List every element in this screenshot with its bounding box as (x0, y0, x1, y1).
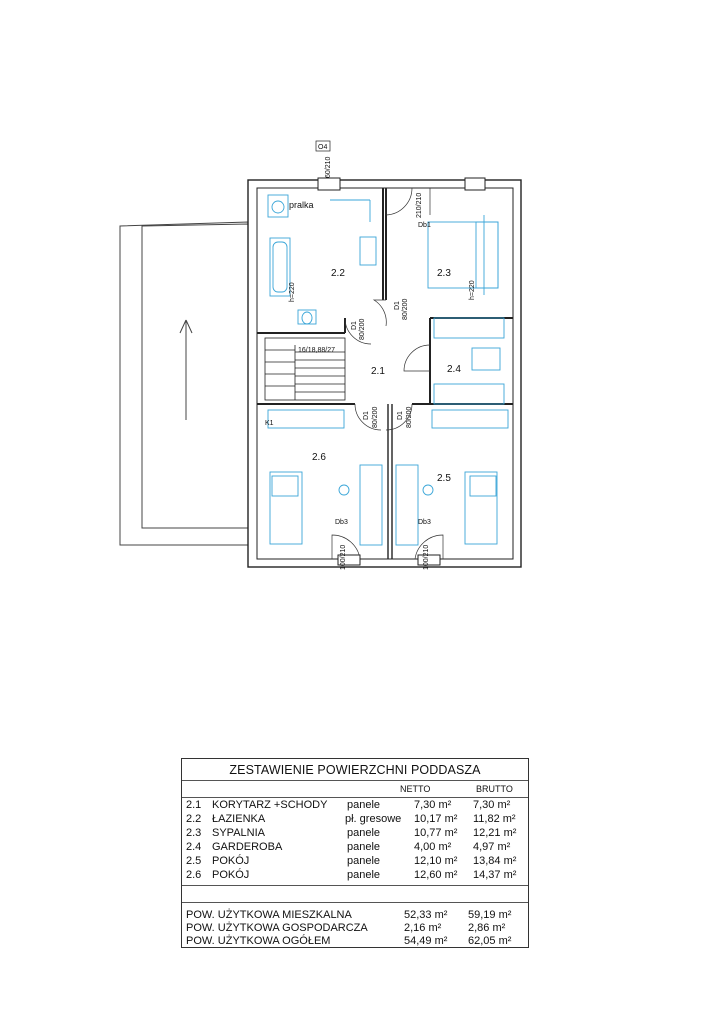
total-name: POW. UŻYTKOWA OGÓŁEM (186, 935, 331, 947)
room-label-2-2: 2.2 (331, 268, 345, 279)
door-d1-bed-size: 80/200 (402, 298, 409, 320)
height-label-bath: h=220 (289, 282, 296, 302)
room-label-2-3: 2.3 (437, 268, 451, 279)
area-brutto: 12,21 m² (473, 827, 517, 839)
floor-finish: panele (347, 869, 381, 881)
door-tag-db3-left: Db3 (335, 519, 348, 526)
door-tag-db3-right: Db3 (418, 519, 431, 526)
door-d1-bath: D1 (351, 321, 358, 330)
area-brutto: 11,82 m² (473, 813, 516, 825)
door-d1-right: D1 (397, 411, 404, 420)
area-brutto: 13,84 m² (473, 855, 517, 867)
total-brutto: 2,86 m² (468, 922, 506, 934)
col-netto-header: NETTO (400, 784, 431, 794)
door-d1-bed: D1 (394, 301, 401, 310)
door-size-bottom-left: 100/210 (340, 544, 347, 570)
door-d1-bath-size: 80/200 (359, 318, 366, 340)
room-number: 2.5 (186, 855, 202, 867)
height-label-bedroom: h=220 (469, 280, 476, 300)
room-name: POKÓJ (212, 869, 250, 881)
room-name: ŁAZIENKA (212, 813, 266, 825)
area-netto: 12,60 m² (414, 869, 458, 881)
table-title: ZESTAWIENIE POWIERZCHNI PODDASZA (229, 763, 481, 777)
floor-finish: pł. gresowe (345, 813, 402, 825)
stairs-label: 16/18,88/27 (298, 347, 335, 354)
area-brutto: 4,97 m² (473, 841, 511, 853)
pralka-label: pralka (289, 200, 314, 210)
area-netto: 12,10 m² (414, 855, 458, 867)
room-number: 2.6 (186, 869, 202, 881)
floor-finish: panele (347, 827, 381, 839)
area-brutto: 14,37 m² (473, 869, 517, 881)
door-tag-db1: Db1 (418, 222, 431, 229)
floor-finish: panele (347, 799, 381, 811)
door-size-top: 210/210 (416, 192, 423, 218)
total-brutto: 59,19 m² (468, 909, 512, 921)
room-number: 2.2 (186, 813, 202, 825)
area-netto: 7,30 m² (414, 799, 452, 811)
room-name: POKÓJ (212, 855, 250, 867)
total-name: POW. UŻYTKOWA MIESZKALNA (186, 909, 352, 921)
k1-label: K1 (265, 420, 274, 427)
room-label-2-4: 2.4 (447, 364, 461, 375)
door-d1-left-size: 80/200 (372, 406, 379, 428)
room-number: 2.4 (186, 841, 202, 853)
window-size-label: 60/210 (325, 156, 332, 178)
total-netto: 2,16 m² (404, 922, 442, 934)
door-size-bottom-right: 100/210 (423, 544, 430, 570)
door-d1-left: D1 (363, 411, 370, 420)
total-netto: 52,33 m² (404, 909, 448, 921)
area-summary-table (181, 758, 529, 948)
area-netto: 10,17 m² (414, 813, 458, 825)
total-name: POW. UŻYTKOWA GOSPODARCZA (186, 922, 368, 934)
room-label-2-6: 2.6 (312, 452, 326, 463)
room-number: 2.1 (186, 799, 202, 811)
door-d1-right-size: 80/200 (406, 406, 413, 428)
floor-finish: panele (347, 841, 381, 853)
window-tag: O4 (318, 144, 328, 151)
floor-finish: panele (347, 855, 381, 867)
area-brutto: 7,30 m² (473, 799, 511, 811)
area-netto: 10,77 m² (414, 827, 458, 839)
room-name: GARDEROBA (212, 841, 283, 853)
roof-outline (120, 222, 248, 545)
total-netto: 54,49 m² (404, 935, 448, 947)
room-name: KORYTARZ +SCHODY (212, 799, 328, 811)
room-number: 2.3 (186, 827, 202, 839)
room-label-2-1: 2.1 (371, 366, 385, 377)
room-name: SYPALNIA (212, 827, 265, 839)
area-netto: 4,00 m² (414, 841, 452, 853)
total-brutto: 62,05 m² (468, 935, 512, 947)
room-label-2-5: 2.5 (437, 473, 451, 484)
col-brutto-header: BRUTTO (476, 784, 513, 794)
